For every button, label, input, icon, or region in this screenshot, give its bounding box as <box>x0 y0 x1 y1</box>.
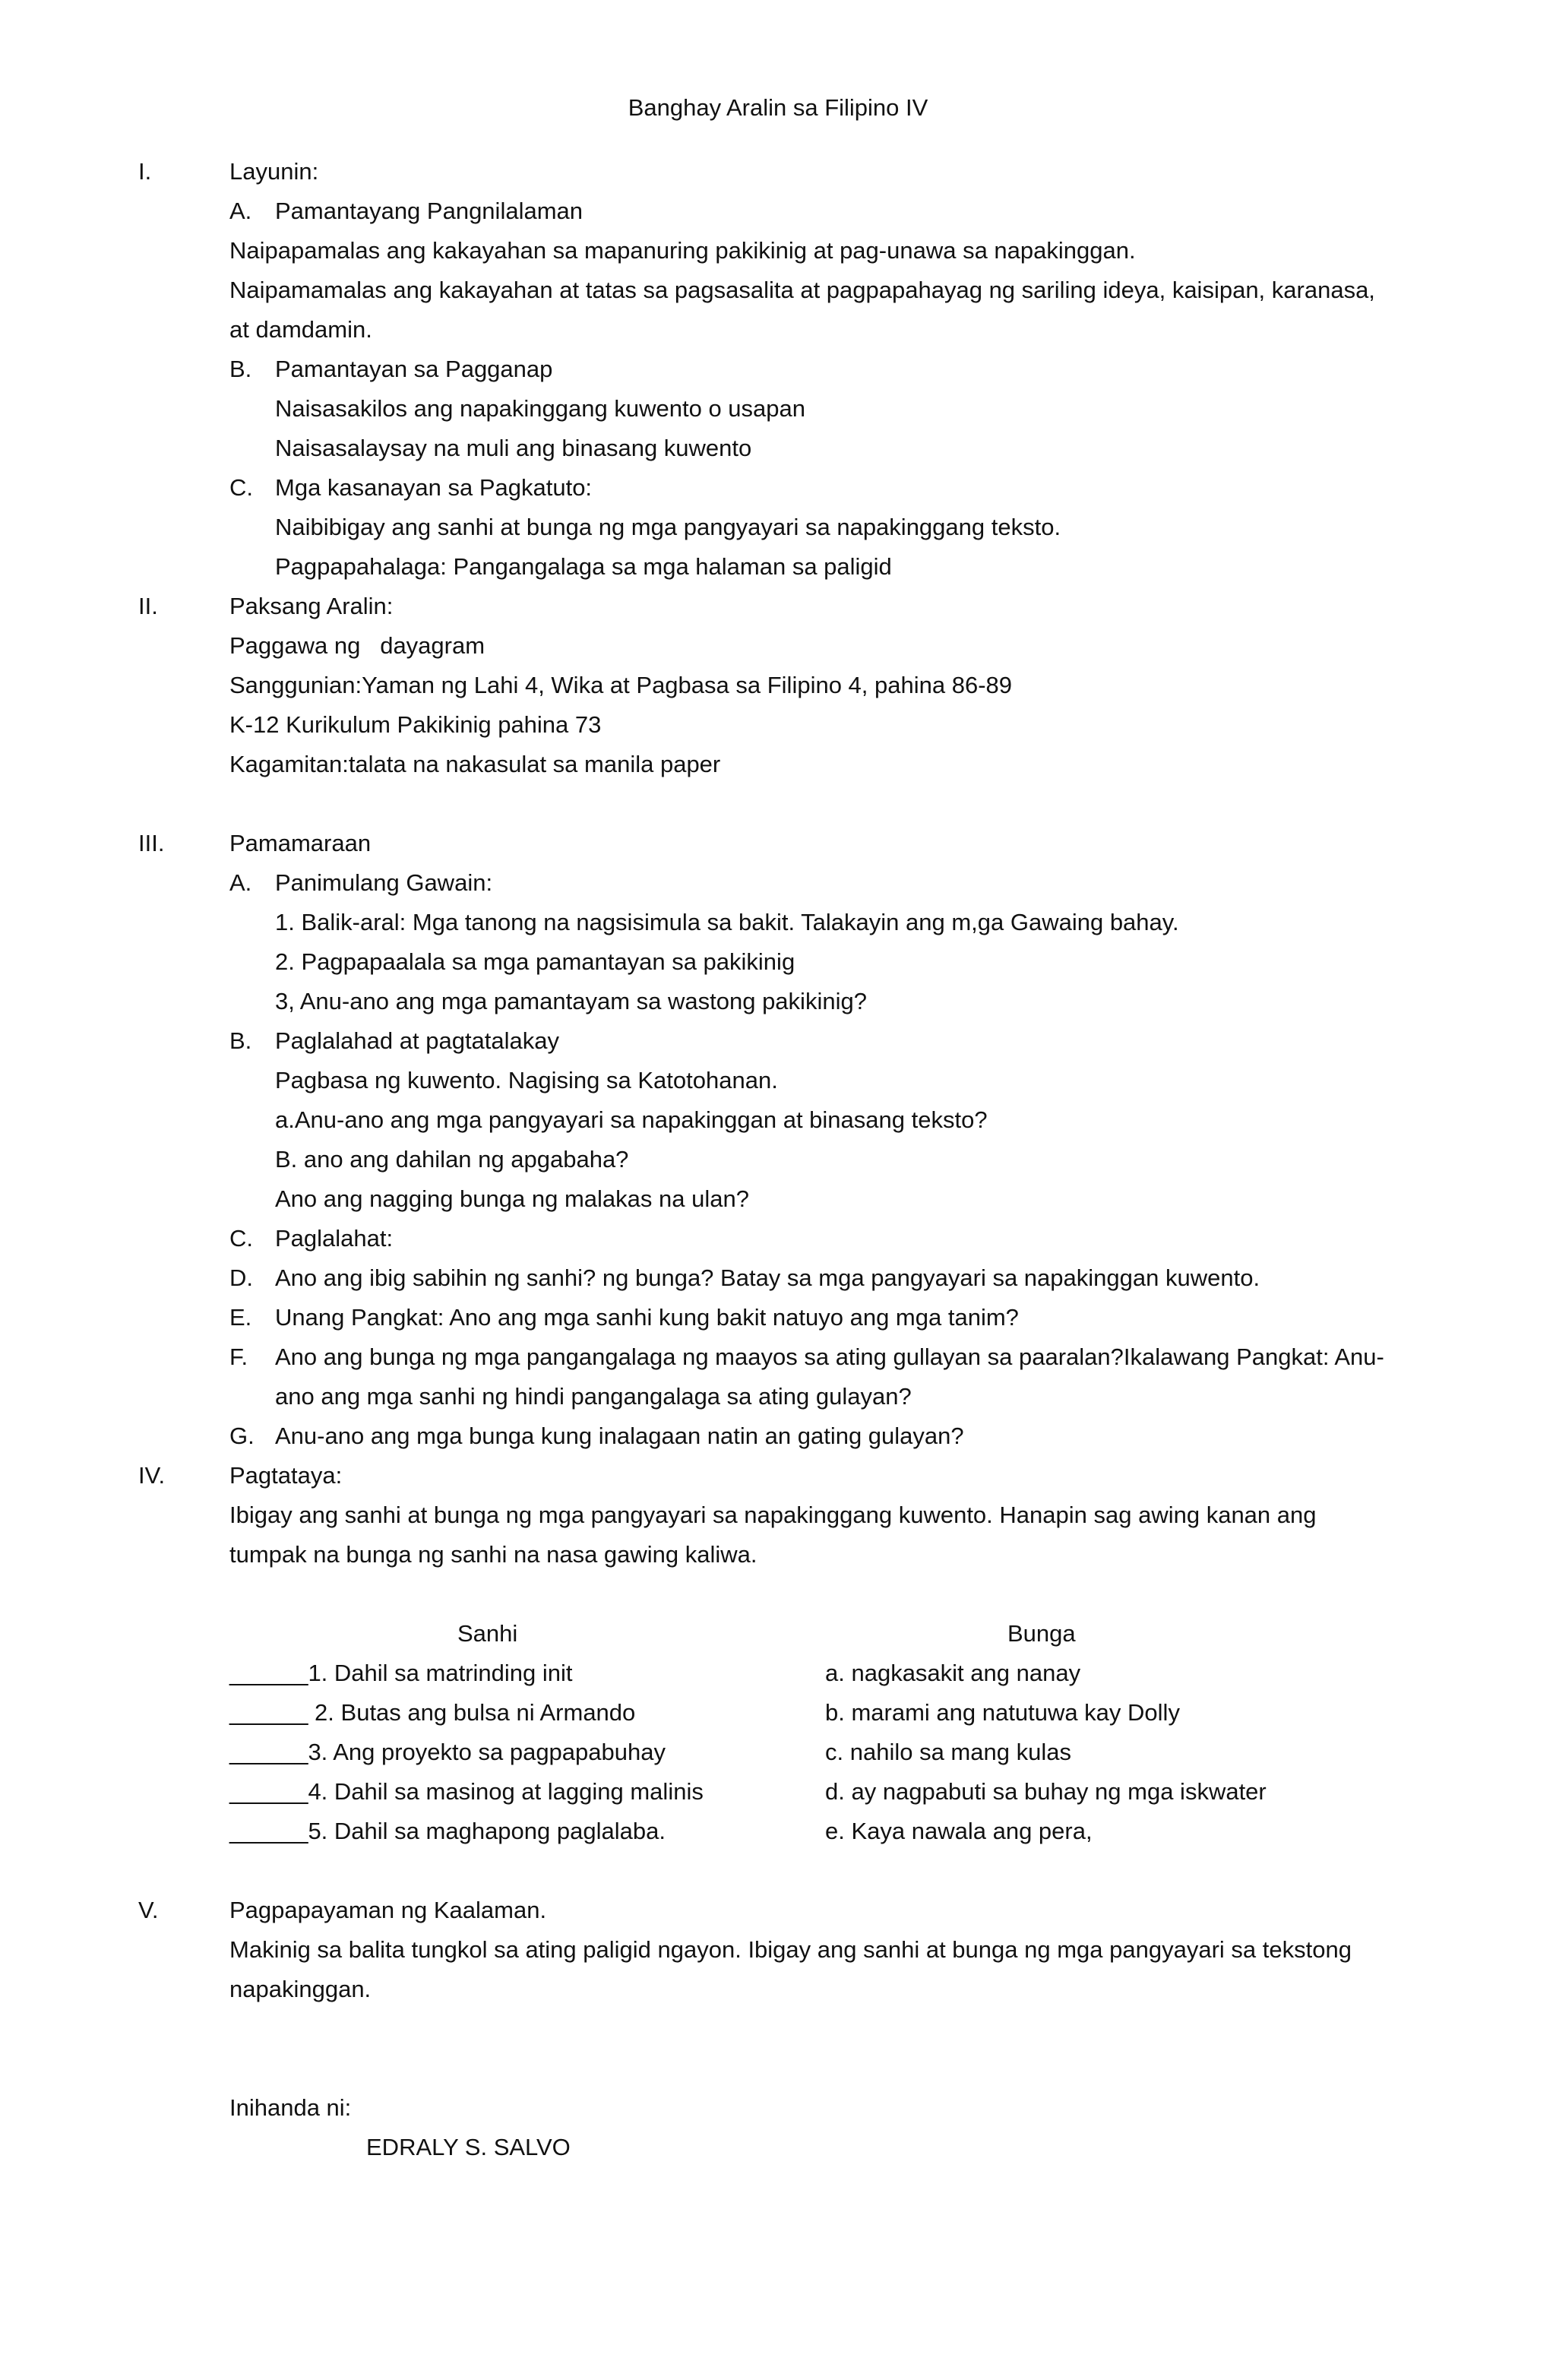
item-letter-c: C. <box>229 1225 253 1252</box>
item-letter-g: G. <box>229 1423 255 1449</box>
item-letter-a: A. <box>229 198 252 224</box>
body-line: Naipapamalas ang kakayahan sa mapanuring pakikinig at pag-unawa sa napakinggan. <box>229 237 1136 264</box>
section-heading-pamamaraan: Pamamaraan <box>229 830 372 856</box>
list-item: a. nagkasakit ang nanay <box>825 1660 1081 1686</box>
item-letter-b: B. <box>229 1027 252 1054</box>
list-item: e. Kaya nawala ang pera, <box>825 1818 1093 1844</box>
body-line: Ano ang nagging bunga ng malakas na ulan? <box>275 1185 749 1212</box>
body-line: K-12 Kurikulum Pakikinig pahina 73 <box>229 711 602 738</box>
body-line: Sanggunian:Yaman ng Lahi 4, Wika at Pagbasa sa Filipino 4, pahina 86-89 <box>229 672 1013 698</box>
body-line: 3, Anu-ano ang mga pamantayam sa wastong pakikinig? <box>275 988 867 1014</box>
subheading-kasanayan: Mga kasanayan sa Pagkatuto: <box>275 474 593 501</box>
section-numeral-ii: II. <box>138 593 158 619</box>
list-item: Ano ang bunga ng mga pangangalaga ng maayos sa ating gullayan sa paaralan?Ikalawang Pangkat: Anu- <box>275 1343 1384 1370</box>
body-line: Naipamamalas ang kakayahan at tatas sa pagsasalita at pagpapahayag ng sariling ideya, kaisipan, karanasa, <box>229 277 1375 303</box>
subheading-paglalahat: Paglalahat: <box>275 1225 394 1252</box>
prepared-by-label: Inihanda ni: <box>229 2094 352 2121</box>
column-header-sanhi: Sanhi <box>457 1620 518 1647</box>
body-line: napakinggan. <box>229 1976 372 2002</box>
column-header-bunga: Bunga <box>1007 1620 1076 1647</box>
list-item: ______4. Dahil sa masinog at lagging malinis <box>229 1778 704 1805</box>
subheading-panimulang-gawain: Panimulang Gawain: <box>275 869 493 896</box>
item-letter-a: A. <box>229 869 252 896</box>
list-item: ______ 2. Butas ang bulsa ni Armando <box>229 1699 636 1726</box>
body-line: tumpak na bunga ng sanhi na nasa gawing kaliwa. <box>229 1541 757 1568</box>
list-item: Unang Pangkat: Ano ang mga sanhi kung bakit natuyo ang mga tanim? <box>275 1304 1019 1331</box>
page-title: Banghay Aralin sa Filipino IV <box>628 94 928 121</box>
body-line: a.Anu-ano ang mga pangyayari sa napakinggan at binasang teksto? <box>275 1106 988 1133</box>
body-line: 1. Balik-aral: Mga tanong na nagsisimula sa bakit. Talakayin ang m,ga Gawaing bahay. <box>275 909 1179 935</box>
body-line: Pagpapahalaga: Pangangalaga sa mga halaman sa paligid <box>275 553 892 580</box>
item-letter-c: C. <box>229 474 253 501</box>
list-item: c. nahilo sa mang kulas <box>825 1739 1071 1765</box>
subheading-pamantayang-pangnilalaman: Pamantayang Pangnilalaman <box>275 198 583 224</box>
item-letter-b: B. <box>229 356 252 382</box>
list-item: b. marami ang natutuwa kay Dolly <box>825 1699 1180 1726</box>
section-heading-pagtataya: Pagtataya: <box>229 1462 343 1489</box>
list-item: ______1. Dahil sa matrinding init <box>229 1660 573 1686</box>
section-heading-layunin: Layunin: <box>229 158 319 185</box>
item-letter-d: D. <box>229 1264 253 1291</box>
item-letter-e: E. <box>229 1304 252 1331</box>
body-line: Ibigay ang sanhi at bunga ng mga pangyayari sa napakinggang kuwento. Hanapin sag awing kanan ang <box>229 1502 1317 1528</box>
list-item: Anu-ano ang mga bunga kung inalagaan natin an gating gulayan? <box>275 1423 964 1449</box>
section-heading-paksang-aralin: Paksang Aralin: <box>229 593 394 619</box>
list-item: ______5. Dahil sa maghapong paglalaba. <box>229 1818 666 1844</box>
section-numeral-i: I. <box>138 158 152 185</box>
body-line: Pagbasa ng kuwento. Nagising sa Katotohanan. <box>275 1067 778 1093</box>
author-name: EDRALY S. SALVO <box>366 2134 571 2160</box>
section-heading-pagpapayaman: Pagpapayaman ng Kaalaman. <box>229 1897 547 1923</box>
list-item: ______3. Ang proyekto sa pagpapabuhay <box>229 1739 666 1765</box>
body-line: Makinig sa balita tungkol sa ating paligid ngayon. Ibigay ang sanhi at bunga ng mga pangyayari sa tekstong <box>229 1936 1352 1963</box>
body-line: Naibibigay ang sanhi at bunga ng mga pangyayari sa napakinggang teksto. <box>275 514 1061 540</box>
body-line: Naisasalaysay na muli ang binasang kuwento <box>275 435 752 461</box>
section-numeral-iv: IV. <box>138 1462 166 1489</box>
body-line: Naisasakilos ang napakinggang kuwento o usapan <box>275 395 805 422</box>
body-line: 2. Pagpapaalala sa mga pamantayan sa pakikinig <box>275 948 795 975</box>
subheading-paglalahad: Paglalahad at pagtatalakay <box>275 1027 560 1054</box>
body-line: B. ano ang dahilan ng apgabaha? <box>275 1146 629 1173</box>
section-numeral-v: V. <box>138 1897 159 1923</box>
item-letter-f: F. <box>229 1343 248 1370</box>
section-numeral-iii: III. <box>138 830 165 856</box>
body-line: Kagamitan:talata na nakasulat sa manila paper <box>229 751 721 777</box>
body-line: Paggawa ng dayagram <box>229 632 485 659</box>
list-item: Ano ang ibig sabihin ng sanhi? ng bunga? Batay sa mga pangyayari sa napakinggan kuwento. <box>275 1264 1260 1291</box>
list-item-continuation: ano ang mga sanhi ng hindi pangangalaga sa ating gulayan? <box>275 1383 912 1410</box>
body-line: at damdamin. <box>229 316 372 343</box>
list-item: d. ay nagpabuti sa buhay ng mga iskwater <box>825 1778 1267 1805</box>
subheading-pamantayan-sa-pagganap: Pamantayan sa Pagganap <box>275 356 553 382</box>
